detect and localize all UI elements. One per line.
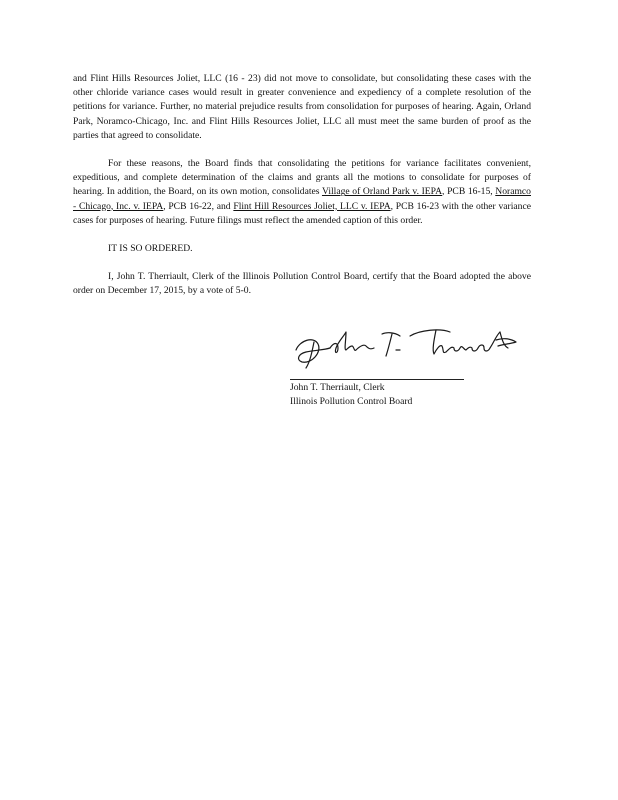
clerk-certification: I, John T. Therriault, Clerk of the Illinois Pollution Control Board, certify that the Board adopted the above order on December 17, 2015, by a vote of 5-0. bbox=[73, 271, 531, 297]
clerk-name-title: John T. Therriault, Clerk bbox=[290, 382, 385, 393]
paragraph-board-findings bbox=[73, 157, 531, 228]
signature-rule bbox=[290, 379, 464, 380]
findings-text-c: , PCB 16-22, and bbox=[163, 200, 231, 212]
order-body bbox=[73, 72, 531, 299]
paragraph-consolidation-reasoning: and Flint Hills Resources Joliet, LLC (16 - 23) did not move to consolidate, but consolidating these cases with the other chloride variance cases would result in greater convenience and expediency of a complete resolution of the petitions for variance. Further, no material prejudice results from consolidation for purposes of hearing. Again, Orland Park, Noramco-Chicago, Inc. and Flint Hills Resources Joliet, LLC all must meet the same burden of proof as the parties that agreed to consolidate. bbox=[73, 73, 531, 141]
findings-text-b: , PCB 16-15, bbox=[442, 186, 493, 198]
findings-text-a: For these reasons, the Board finds that consolidating the petitions for variance facilitates convenient, expeditious, and complete determination of the claims and grants all the motions to consolidate for purposes of hearing. In addition, the Board, on its own motion, consolidates bbox=[73, 158, 531, 198]
case-caption-orland-park: Village of Orland Park v. IEPA bbox=[321, 186, 443, 198]
clerk-signature-block bbox=[290, 381, 412, 409]
case-caption-flint-hill: Flint Hill Resources Joliet, LLC v. IEPA bbox=[233, 200, 391, 212]
handwritten-signature bbox=[290, 320, 530, 370]
case-caption-noramco: Noramco - Chicago, Inc. v. IEPA bbox=[73, 186, 531, 212]
findings-text-d: , PCB 16-23 with the other variance cases for purposes of hearing. Future filings must reflect the amended caption of this order. bbox=[73, 200, 531, 226]
so-ordered-line: IT IS SO ORDERED. bbox=[108, 243, 193, 255]
board-name: Illinois Pollution Control Board bbox=[290, 396, 413, 408]
